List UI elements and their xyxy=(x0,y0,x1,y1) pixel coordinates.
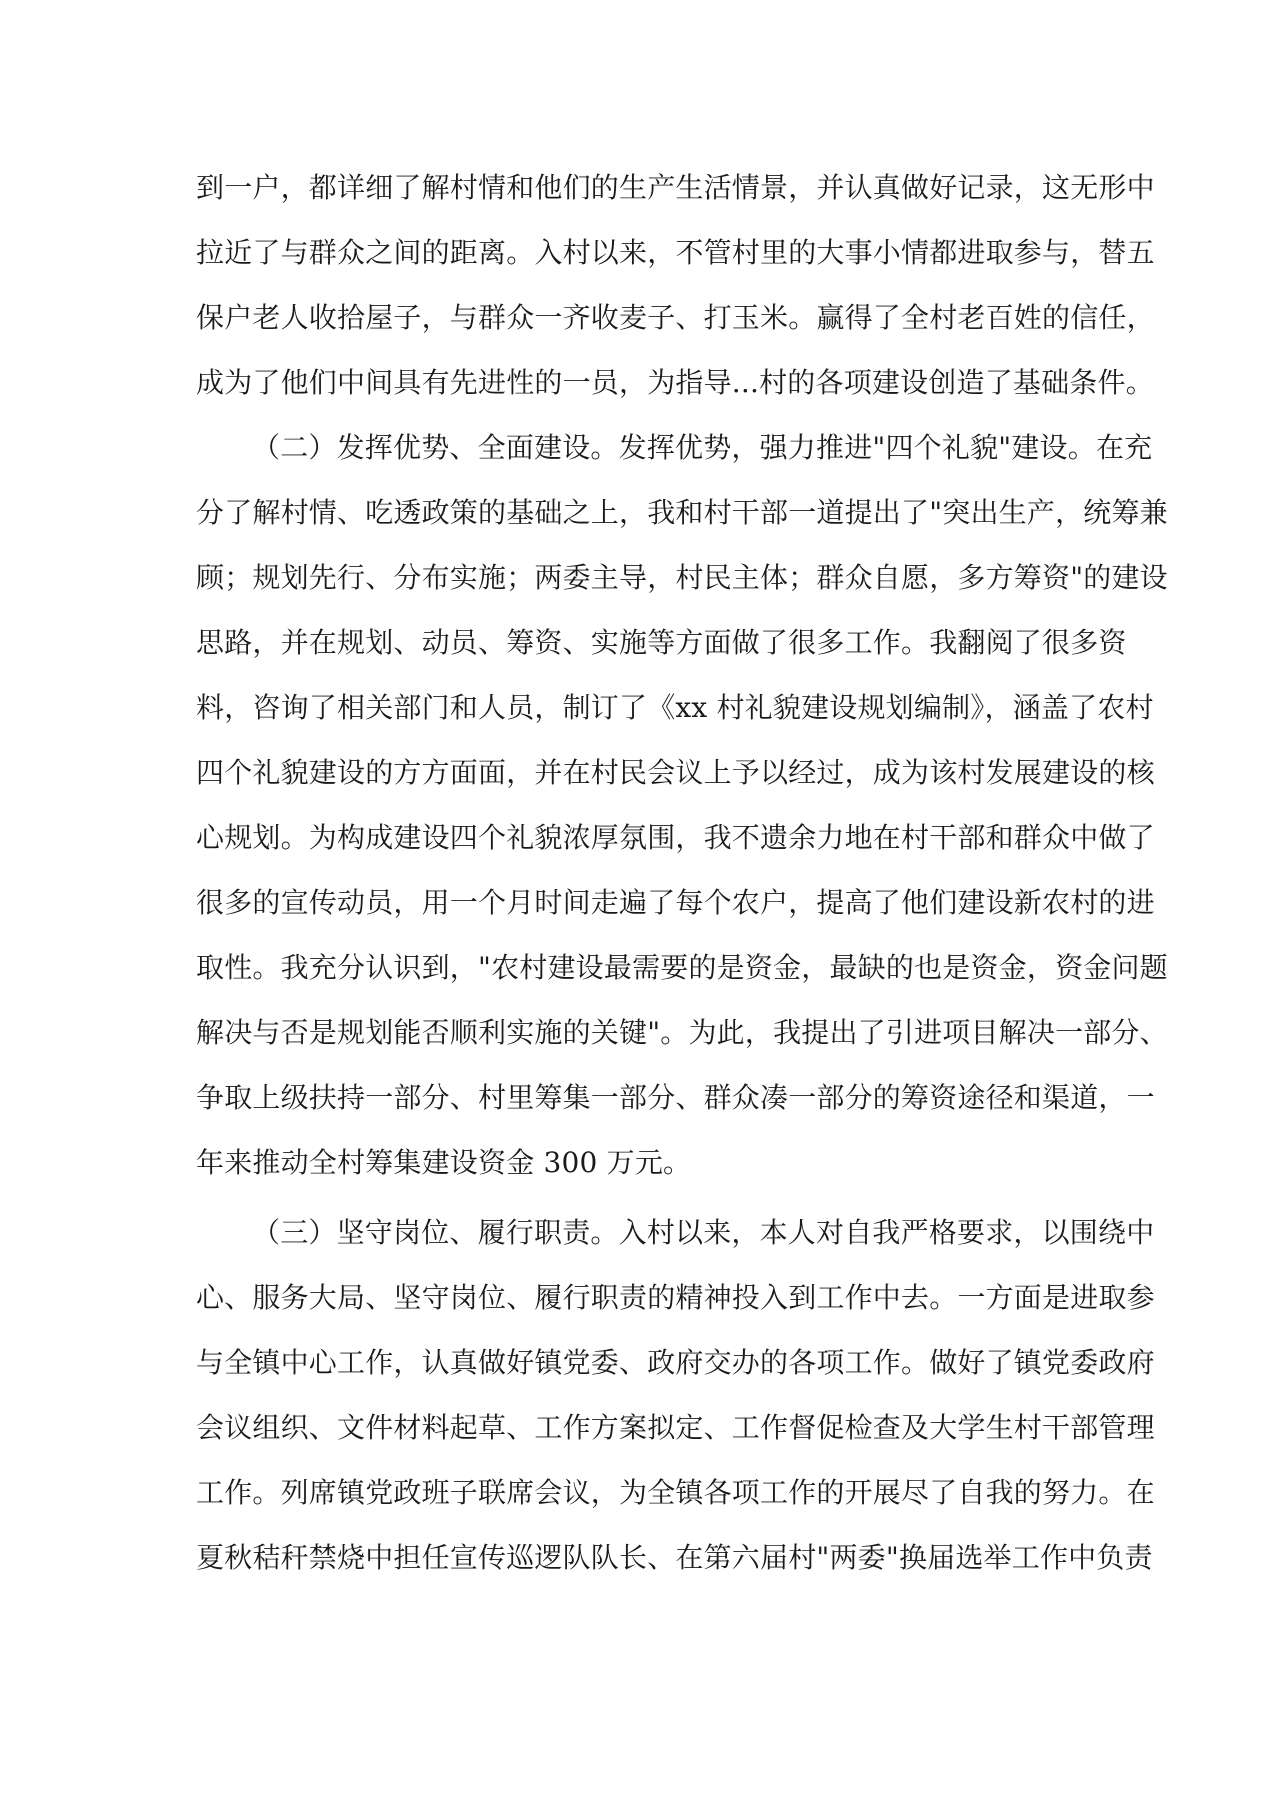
text-line: 解决与否是规划能否顺利实施的关键"。为此，我提出了引进项目解决一部分、 xyxy=(196,1016,1168,1049)
text-line: 心、服务大局、坚守岗位、履行职责的精神投入到工作中去。一方面是进取参 xyxy=(196,1281,1155,1314)
text-line: 很多的宣传动员，用一个月时间走遍了每个农户，提高了他们建设新农村的进 xyxy=(196,886,1155,919)
text-line: 分了解村情、吃透政策的基础之上，我和村干部一道提出了"突出生产，统筹兼 xyxy=(196,496,1168,529)
text-line: 夏秋秸秆禁烧中担任宣传巡逻队队长、在第六届村"两委"换届选举工作中负责 xyxy=(196,1541,1153,1574)
paragraph-heading-line: （三）坚守岗位、履行职责。入村以来，本人对自我严格要求，以围绕中 xyxy=(252,1216,1155,1249)
text-line: 争取上级扶持一部分、村里筹集一部分、群众凑一部分的筹资途径和渠道，一 xyxy=(196,1081,1155,1114)
text-line: 保户老人收拾屋子，与群众一齐收麦子、打玉米。赢得了全村老百姓的信任， xyxy=(196,301,1155,334)
text-line: 会议组织、文件材料起草、工作方案拟定、工作督促检查及大学生村干部管理 xyxy=(196,1411,1155,1444)
paragraph-heading-line: （二）发挥优势、全面建设。发挥优势，强力推进"四个礼貌"建设。在充 xyxy=(252,431,1153,464)
text-line: 到一户，都详细了解村情和他们的生产生活情景，并认真做好记录，这无形中 xyxy=(196,171,1155,204)
text-line: 心规划。为构成建设四个礼貌浓厚氛围，我不遗余力地在村干部和群众中做了 xyxy=(196,821,1155,854)
text-line: 成为了他们中间具有先进性的一员，为指导...村的各项建设创造了基础条件。 xyxy=(196,366,1154,399)
text-line: 料，咨询了相关部门和人员，制订了《xx 村礼貌建设规划编制》，涵盖了农村 xyxy=(196,691,1154,724)
text-line: 工作。列席镇党政班子联席会议，为全镇各项工作的开展尽了自我的努力。在 xyxy=(196,1476,1155,1509)
text-line: 取性。我充分认识到，"农村建设最需要的是资金，最缺的也是资金，资金问题 xyxy=(196,951,1168,984)
text-line: 拉近了与群众之间的距离。入村以来，不管村里的大事小情都进取参与，替五 xyxy=(196,236,1155,269)
text-line: 年来推动全村筹集建设资金 300 万元。 xyxy=(196,1146,692,1179)
text-line: 与全镇中心工作，认真做好镇党委、政府交办的各项工作。做好了镇党委政府 xyxy=(196,1346,1155,1379)
text-line: 思路，并在规划、动员、筹资、实施等方面做了很多工作。我翻阅了很多资 xyxy=(196,626,1127,659)
text-line: 顾；规划先行、分布实施；两委主导，村民主体；群众自愿，多方筹资"的建设 xyxy=(196,561,1168,594)
text-line: 四个礼貌建设的方方面面，并在村民会议上予以经过，成为该村发展建设的核 xyxy=(196,756,1155,789)
